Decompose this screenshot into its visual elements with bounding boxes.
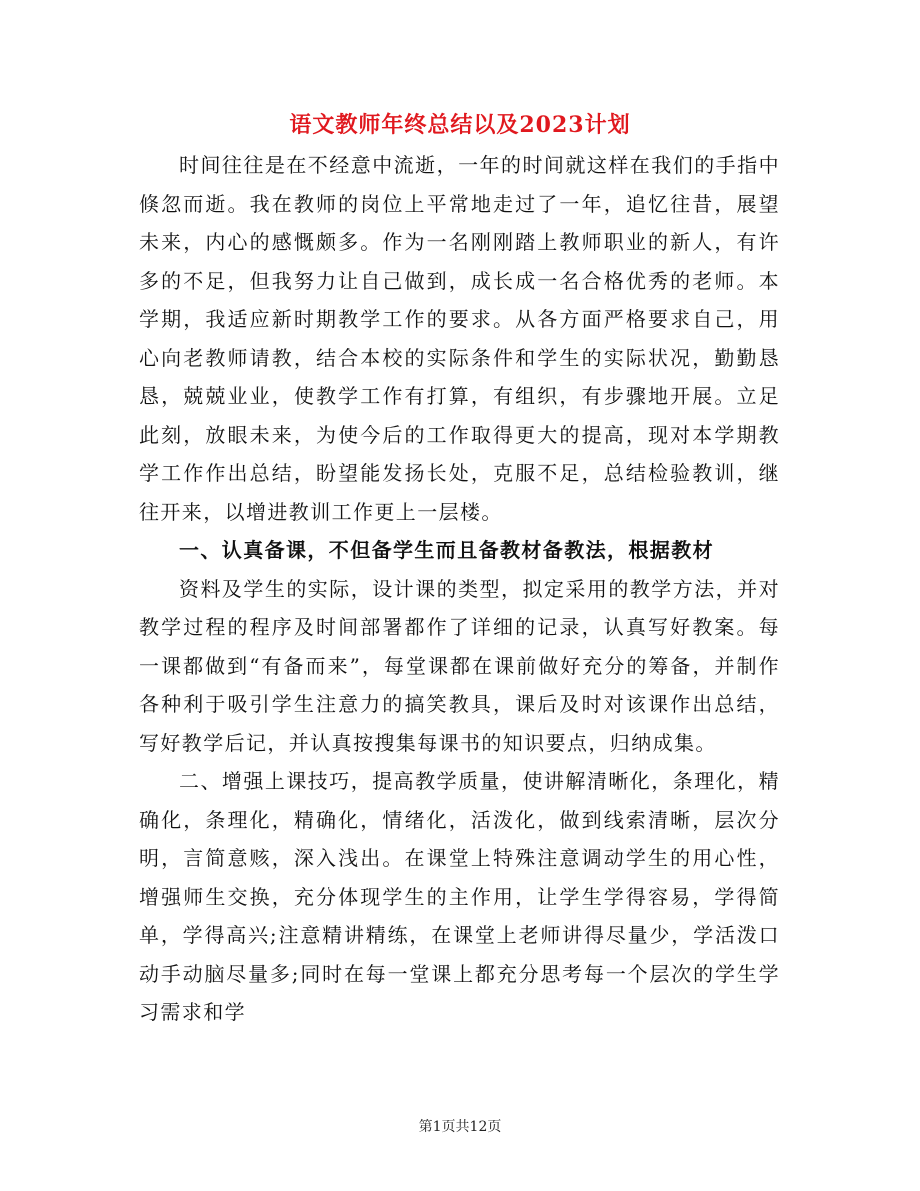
- paragraph-section-1: 资料及学生的实际，设计课的类型，拟定采用的教学方法，并对教学过程的程序及时间部署都作了详细的记录，认真写好教案。每一课都做到“有备而来”，每堂课都在课前做好充分的筹备，并制作各种利于吸引学生注意力的搞笑教具，课后及时对该课作出总结，写好教学后记，并认真按搜集每课书的知识要点，归纳成集。: [139, 576, 780, 755]
- section-heading-1: 一、认真备课，不但备学生而且备教材备教法，根据教材: [179, 538, 714, 562]
- page-number-footer: 第1页共12页: [418, 1119, 502, 1135]
- paragraph-section-2: 二、增强上课技巧，提高教学质量，使讲解清晰化，条理化，精确化，条理化，精确化，情绪化，活泼化，做到线索清晰，层次分明，言简意赅，深入浅出。在课堂上特殊注意调动学生的用心性，增强师生交换，充分体现学生的主作用，让学生学得容易，学得简单，学得高兴;注意精讲精练，在课堂上老师讲得尽量少，学活泼口动手动脑尽量多;同时在每一堂课上都充分思考每一个层次的学生学习需求和学: [139, 769, 780, 1024]
- paragraph-intro: 时间往往是在不经意中流逝，一年的时间就这样在我们的手指中倏忽而逝。我在教师的岗位上平常地走过了一年，追忆往昔，展望未来，内心的感慨颇多。作为一名刚刚踏上教师职业的新人，有许多的不足，但我努力让自己做到，成长成一名合格优秀的老师。本学期，我适应新时期教学工作的要求。从各方面严格要求自己，用心向老教师请教，结合本校的实际条件和学生的实际状况，勤勤恳恳，兢兢业业，使教学工作有打算，有组织，有步骤地开展。立足此刻，放眼未来，为使今后的工作取得更大的提高，现对本学期教学工作作出总结，盼望能发扬长处，克服不足，总结检验教训，继往开来，以增进教训工作更上一层楼。: [139, 153, 780, 524]
- document-body: [139, 146, 780, 1032]
- document-title: 语文教师年终总结以及2023计划: [289, 112, 631, 138]
